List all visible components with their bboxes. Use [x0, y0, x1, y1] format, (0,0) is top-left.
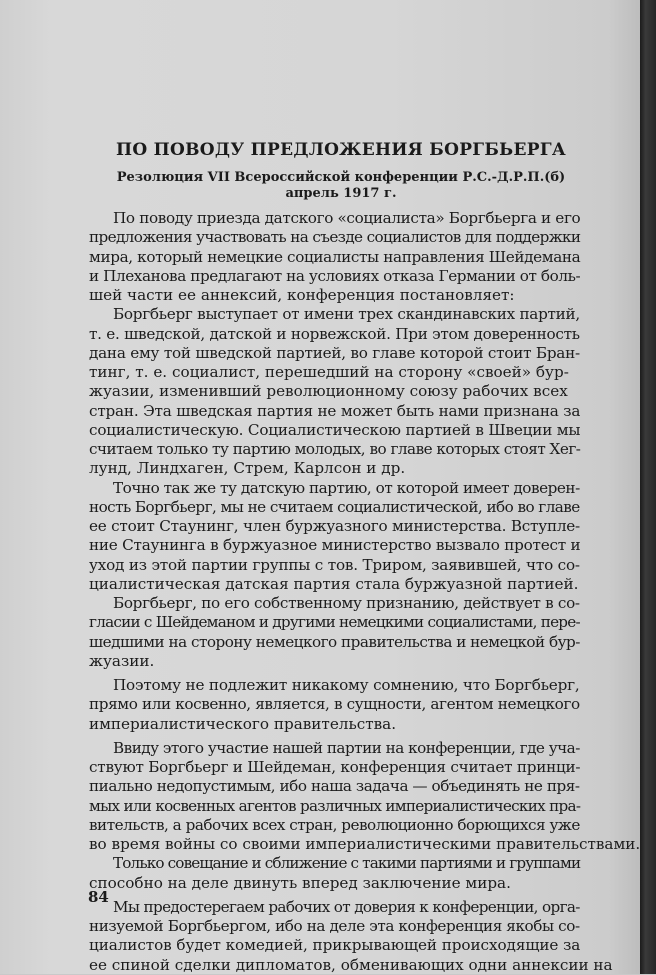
text-line: шей части ее аннексий, конференция постановляет: — [89, 286, 515, 304]
text-line: ее спиной сделки дипломатов, обменивающих одни аннексии на — [89, 955, 613, 974]
text-line: мира, который немецкие социалисты направления Шейдемана — [89, 247, 581, 266]
text-line: способно на деле двинуть вперед заключение мира. — [89, 873, 511, 892]
text-line: Поэтому не подлежит никакому сомнению, что Боргбьерг, — [113, 676, 580, 694]
text-line: мых или косвенных агентов различных империалистических пра- — [89, 796, 581, 815]
text-line: шедшими на сторону немецкого правительства и немецкой бур- — [89, 632, 580, 651]
text-line: лунд, Линдхаген, Стрем, Карлсон и др. — [89, 459, 406, 478]
text-line: ние Стаунинга в буржуазное министерство вызвало протест и — [89, 536, 581, 555]
text-line: низуемой Боргбьергом, ибо на деле эта конференция якобы со- — [89, 917, 580, 935]
book-spine-shadow — [640, 0, 656, 974]
text-line: дана ему той шведской партией, во главе которой стоит Бран- — [89, 343, 580, 362]
text-line: циалистов будет комедией, прикрывающей происходящие за — [89, 936, 581, 955]
text-line: гласии с Шейдеманом и другими немецкими социалистами, пере- — [89, 613, 580, 632]
subtitle-line-2: апрель 1917 г. — [285, 186, 397, 201]
text-line: во время войны со своими империалистическими правительствами. — [89, 835, 641, 853]
text-line: считаем только ту партию молодых, во главе которых стоят Хег- — [89, 440, 581, 458]
text-line: циалистическая датская партия стала буржуазной партией. — [89, 574, 579, 593]
text-line: ность Боргбьерг, мы не считаем социалистической, ибо во главе — [89, 497, 580, 516]
text-line: жуазии, изменивший революционному союзу рабочих всех — [89, 382, 568, 401]
text-line: пиально недопустимым, ибо наша задача — объединять не пря- — [89, 777, 580, 796]
text-line: империалистического правительства. — [89, 714, 397, 733]
resolution-body — [89, 209, 641, 975]
text-line: Мы предостерегаем рабочих от доверия к конференции, орга- — [113, 897, 580, 916]
text-line: тинг, т. е. социалист, перешедший на сторону «своей» бур- — [89, 363, 569, 381]
text-line: и Плеханова предлагают на условиях отказа Германии от боль- — [89, 266, 581, 285]
text-line: Боргбьерг, по его собственному признанию, действует в со- — [113, 594, 580, 612]
text-line: Точно так же ту датскую партию, от которой имеет доверен- — [113, 478, 580, 497]
text-line: предложения участвовать на съезде социалистов для поддержки — [89, 228, 581, 247]
text-line: ее стоит Стаунинг, член буржуазного министерства. Вступле- — [89, 517, 580, 535]
text-line: По поводу приезда датского «социалиста» Боргбьерга и его — [113, 209, 581, 227]
text-line: социалистическую. Социалистическою партией в Швеции мы — [89, 420, 581, 439]
text-line: Только совещание и сближение с такими партиями и группами — [113, 854, 581, 873]
text-line: т. е. шведской, датской и норвежской. При этом доверенность — [89, 324, 580, 343]
text-line: прямо или косвенно, является, в сущности, агентом немецкого — [89, 695, 580, 714]
text-line: стран. Эта шведская партия не может быть нами признана за — [89, 401, 581, 420]
text-line: Ввиду этого участие нашей партии на конференции, где уча- — [113, 738, 580, 757]
text-line: Боргбьерг выступает от имени трех скандинавских партий, — [113, 305, 580, 324]
resolution-subtitle — [96, 170, 586, 202]
text-line: уход из этой партии группы с тов. Трирoм, заявившей, что со- — [89, 555, 580, 574]
text-line: жуазии. — [89, 651, 155, 670]
page-number: 84 — [88, 888, 109, 906]
text-line: ствуют Боргбьерг и Шейдеман, конференция считает принци- — [89, 758, 581, 776]
page-title: ПО ПОВОДУ ПРЕДЛОЖЕНИЯ БОРГБЬЕРГА — [115, 140, 567, 160]
text-line: вительств, а рабочих всех стран, революционно борющихся уже — [89, 815, 580, 834]
subtitle-line-1: Резолюция VII Всероссийской конференции Р.С.-Д.Р.П.(б) — [116, 170, 566, 185]
